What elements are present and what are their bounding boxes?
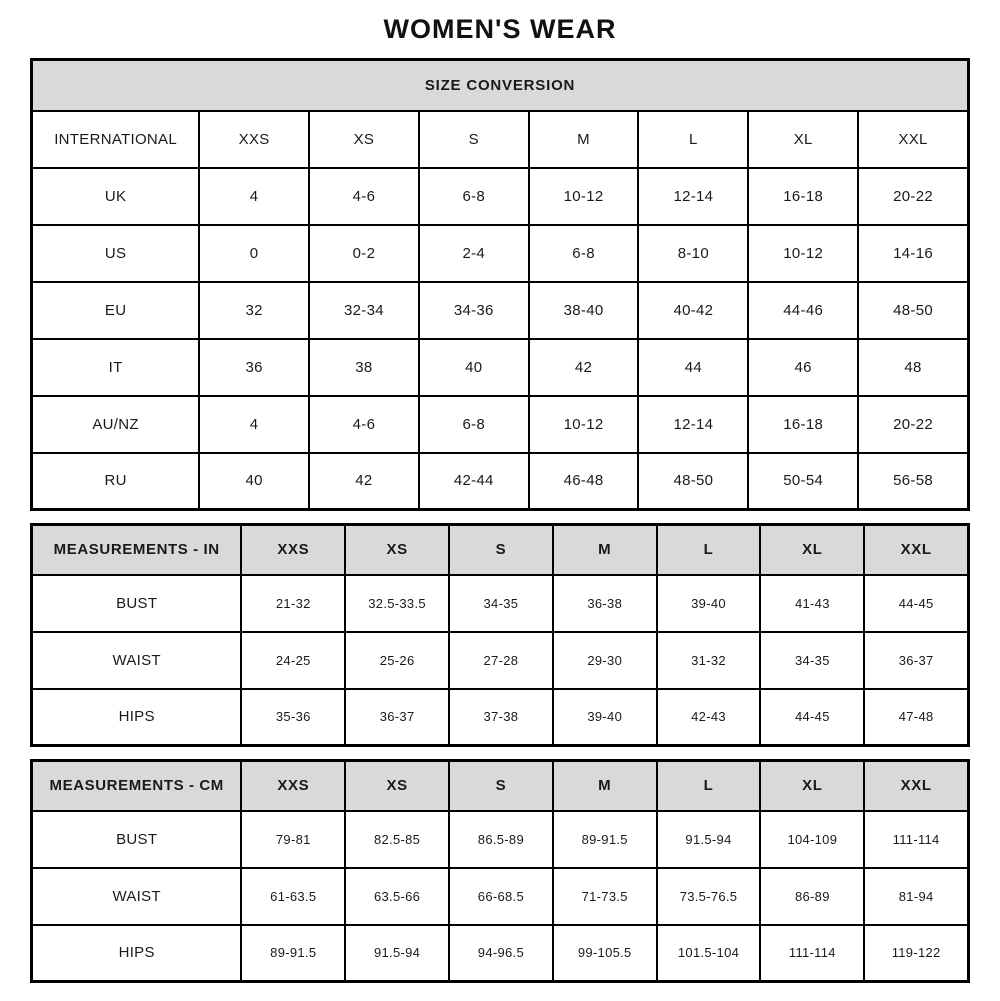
size-col-header: XS	[345, 525, 449, 575]
value-cell: 36	[199, 339, 309, 396]
measurements-in-header-row	[32, 525, 969, 575]
value-cell: 4-6	[309, 396, 419, 453]
measurements-cm-table	[30, 759, 970, 983]
size-col-header: S	[449, 761, 553, 811]
size-col-header: XS	[309, 111, 419, 168]
size-col-header: XXL	[864, 525, 968, 575]
value-cell: 44	[638, 339, 748, 396]
value-cell: 73.5-76.5	[657, 868, 761, 925]
size-col-header: M	[529, 111, 639, 168]
value-cell: 34-35	[449, 575, 553, 632]
value-cell: 44-45	[864, 575, 968, 632]
value-cell: 24-25	[241, 632, 345, 689]
measurements-cm-header-row	[32, 761, 969, 811]
value-cell: 2-4	[419, 225, 529, 282]
value-cell: 82.5-85	[345, 811, 449, 868]
table-row-hips-cm	[32, 925, 969, 982]
value-cell: 71-73.5	[553, 868, 657, 925]
size-col-header: XS	[345, 761, 449, 811]
table-row-waist-in	[32, 632, 969, 689]
value-cell: 32-34	[309, 282, 419, 339]
row-label: IT	[32, 339, 200, 396]
row-label: HIPS	[32, 925, 242, 982]
value-cell: 94-96.5	[449, 925, 553, 982]
value-cell: 41-43	[760, 575, 864, 632]
size-col-header: L	[638, 111, 748, 168]
value-cell: 40-42	[638, 282, 748, 339]
table-row-eu	[32, 282, 969, 339]
value-cell: 89-91.5	[553, 811, 657, 868]
value-cell: 63.5-66	[345, 868, 449, 925]
value-cell: 20-22	[858, 168, 968, 225]
value-cell: 81-94	[864, 868, 968, 925]
value-cell: 66-68.5	[449, 868, 553, 925]
size-col-header: M	[553, 761, 657, 811]
value-cell: 39-40	[657, 575, 761, 632]
size-col-header: S	[449, 525, 553, 575]
value-cell: 42	[529, 339, 639, 396]
row-label: RU	[32, 453, 200, 510]
value-cell: 4	[199, 168, 309, 225]
value-cell: 0	[199, 225, 309, 282]
value-cell: 31-32	[657, 632, 761, 689]
size-col-header: L	[657, 761, 761, 811]
value-cell: 34-35	[760, 632, 864, 689]
size-col-header: XL	[760, 525, 864, 575]
value-cell: 16-18	[748, 396, 858, 453]
value-cell: 111-114	[760, 925, 864, 982]
row-label: UK	[32, 168, 200, 225]
value-cell: 35-36	[241, 689, 345, 746]
value-cell: 42	[309, 453, 419, 510]
value-cell: 38-40	[529, 282, 639, 339]
value-cell: 6-8	[419, 396, 529, 453]
size-col-header: XL	[748, 111, 858, 168]
value-cell: 86-89	[760, 868, 864, 925]
size-col-header: XXS	[199, 111, 309, 168]
row-label-international: INTERNATIONAL	[32, 111, 200, 168]
size-col-header: XXL	[864, 761, 968, 811]
value-cell: 36-37	[864, 632, 968, 689]
measurements-in-title: MEASUREMENTS - IN	[32, 525, 242, 575]
value-cell: 36-37	[345, 689, 449, 746]
value-cell: 61-63.5	[241, 868, 345, 925]
size-conversion-table	[30, 58, 970, 511]
value-cell: 50-54	[748, 453, 858, 510]
value-cell: 40	[419, 339, 529, 396]
value-cell: 44-46	[748, 282, 858, 339]
size-conversion-title-row	[32, 60, 969, 111]
value-cell: 47-48	[864, 689, 968, 746]
value-cell: 99-105.5	[553, 925, 657, 982]
row-label: BUST	[32, 811, 242, 868]
value-cell: 8-10	[638, 225, 748, 282]
table-row-bust-cm	[32, 811, 969, 868]
table-row-uk	[32, 168, 969, 225]
value-cell: 32.5-33.5	[345, 575, 449, 632]
value-cell: 34-36	[419, 282, 529, 339]
table-row-waist-cm	[32, 868, 969, 925]
value-cell: 25-26	[345, 632, 449, 689]
value-cell: 79-81	[241, 811, 345, 868]
value-cell: 48-50	[638, 453, 748, 510]
measurements-cm-title: MEASUREMENTS - CM	[32, 761, 242, 811]
table-row-us	[32, 225, 969, 282]
value-cell: 10-12	[529, 396, 639, 453]
table-row-bust-in	[32, 575, 969, 632]
value-cell: 16-18	[748, 168, 858, 225]
value-cell: 12-14	[638, 396, 748, 453]
table-row-ru	[32, 453, 969, 510]
value-cell: 104-109	[760, 811, 864, 868]
value-cell: 6-8	[529, 225, 639, 282]
value-cell: 48	[858, 339, 968, 396]
value-cell: 36-38	[553, 575, 657, 632]
size-col-header: XXS	[241, 525, 345, 575]
value-cell: 89-91.5	[241, 925, 345, 982]
row-label: BUST	[32, 575, 242, 632]
table-row-aunz	[32, 396, 969, 453]
value-cell: 4-6	[309, 168, 419, 225]
size-col-header: M	[553, 525, 657, 575]
value-cell: 12-14	[638, 168, 748, 225]
size-col-header: XL	[760, 761, 864, 811]
table-row-hips-in	[32, 689, 969, 746]
value-cell: 0-2	[309, 225, 419, 282]
value-cell: 4	[199, 396, 309, 453]
size-col-header: XXS	[241, 761, 345, 811]
measurements-in-table	[30, 523, 970, 747]
value-cell: 10-12	[529, 168, 639, 225]
size-conversion-title: SIZE CONVERSION	[32, 60, 969, 111]
value-cell: 42-44	[419, 453, 529, 510]
value-cell: 56-58	[858, 453, 968, 510]
value-cell: 38	[309, 339, 419, 396]
value-cell: 91.5-94	[345, 925, 449, 982]
value-cell: 21-32	[241, 575, 345, 632]
row-label: WAIST	[32, 632, 242, 689]
row-label: AU/NZ	[32, 396, 200, 453]
row-label: US	[32, 225, 200, 282]
value-cell: 29-30	[553, 632, 657, 689]
value-cell: 40	[199, 453, 309, 510]
row-label: WAIST	[32, 868, 242, 925]
value-cell: 32	[199, 282, 309, 339]
value-cell: 46	[748, 339, 858, 396]
value-cell: 20-22	[858, 396, 968, 453]
value-cell: 10-12	[748, 225, 858, 282]
table-row-it	[32, 339, 969, 396]
value-cell: 111-114	[864, 811, 968, 868]
value-cell: 6-8	[419, 168, 529, 225]
value-cell: 37-38	[449, 689, 553, 746]
value-cell: 27-28	[449, 632, 553, 689]
value-cell: 101.5-104	[657, 925, 761, 982]
size-col-header: L	[657, 525, 761, 575]
size-col-header: S	[419, 111, 529, 168]
value-cell: 119-122	[864, 925, 968, 982]
value-cell: 91.5-94	[657, 811, 761, 868]
row-label: HIPS	[32, 689, 242, 746]
row-label: EU	[32, 282, 200, 339]
value-cell: 44-45	[760, 689, 864, 746]
value-cell: 42-43	[657, 689, 761, 746]
value-cell: 46-48	[529, 453, 639, 510]
size-header-row	[32, 111, 969, 168]
value-cell: 39-40	[553, 689, 657, 746]
value-cell: 48-50	[858, 282, 968, 339]
page-title: WOMEN'S WEAR	[383, 14, 617, 44]
value-cell: 14-16	[858, 225, 968, 282]
value-cell: 86.5-89	[449, 811, 553, 868]
size-col-header: XXL	[858, 111, 968, 168]
